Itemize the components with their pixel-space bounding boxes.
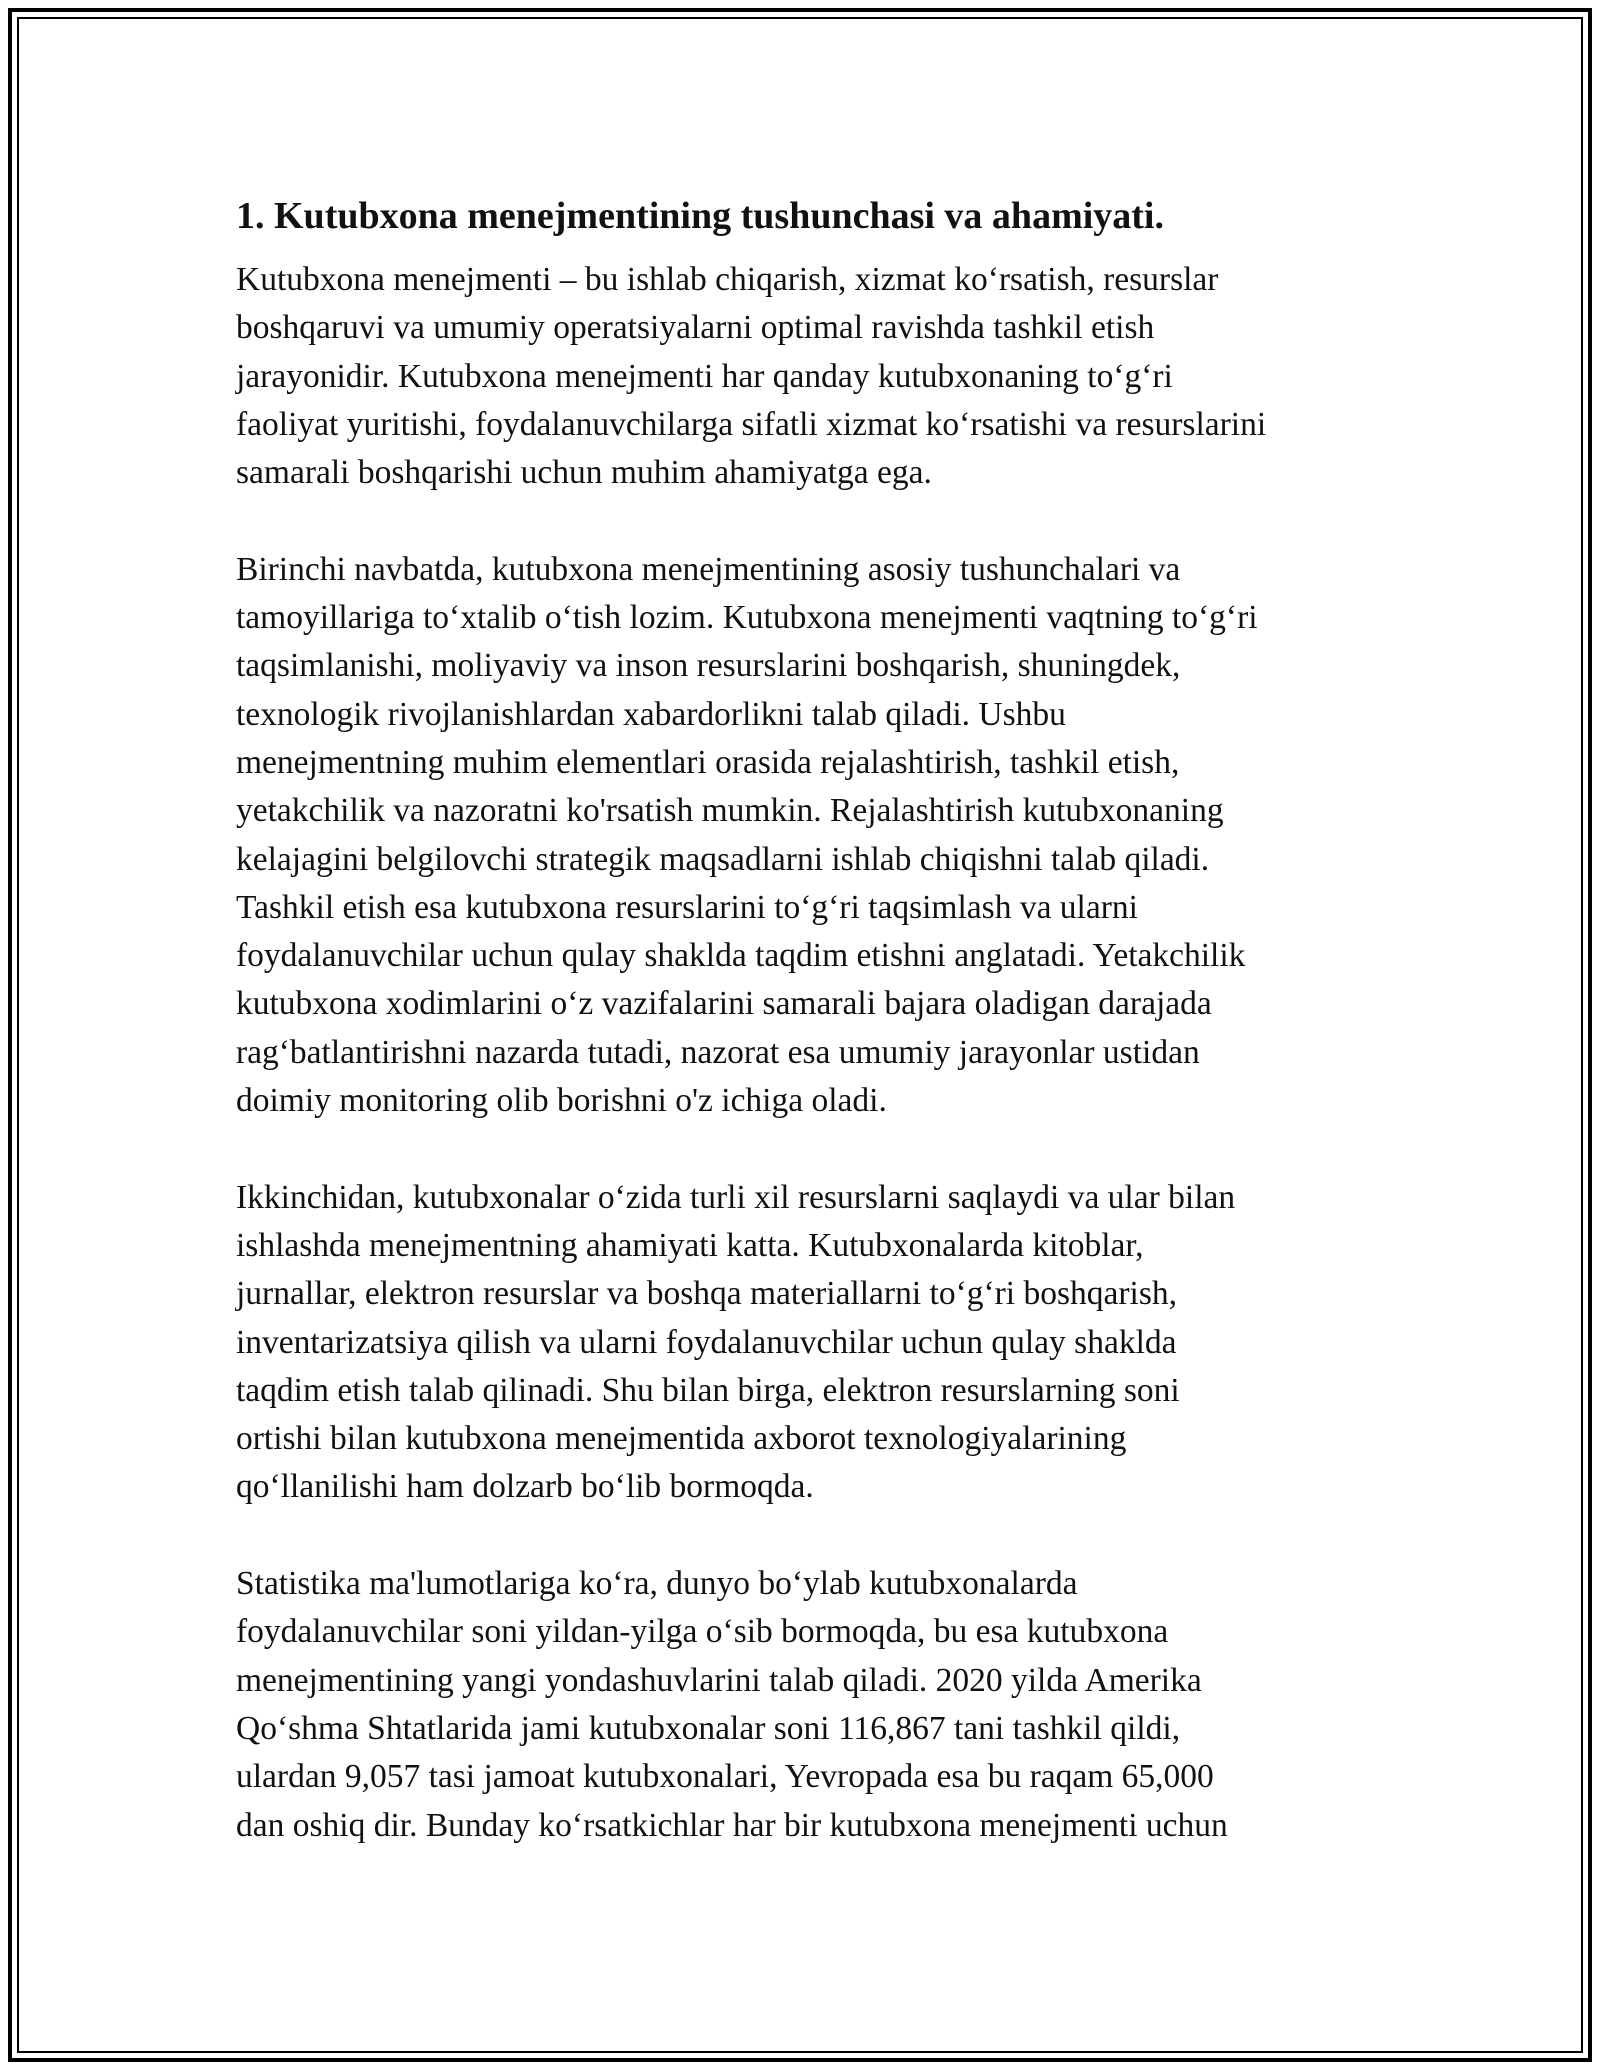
text-line: samarali boshqarishi uchun muhim ahamiyatga ega. [236, 454, 932, 492]
text-line: faoliyat yuritishi, foydalanuvchilarga sifatli xizmat koʻrsatishi va resurslarini [236, 405, 1267, 443]
text-line: boshqaruvi va umumiy operatsiyalarni optimal ravishda tashkil etish [236, 309, 1155, 347]
paragraph-3 [236, 1174, 1376, 1512]
section-heading: 1. Kutubxona menejmentining tushunchasi va ahamiyati. [236, 195, 1164, 237]
text-line: menejmentning muhim elementlari orasida rejalashtirish, tashkil etish, [236, 743, 1180, 781]
text-line: texnologik rivojlanishlardan xabardorlikni talab qiladi. Ushbu [236, 695, 1066, 733]
text-line: ishlashda menejmentning ahamiyati katta. Kutubxonalarda kitoblar, [236, 1226, 1144, 1264]
paragraph-4 [236, 1560, 1376, 1850]
text-line: Statistika ma'lumotlariga koʻra, dunyo boʻylab kutubxonalarda [236, 1565, 1078, 1603]
text-line: Kutubxona menejmenti – bu ishlab chiqarish, xizmat koʻrsatish, resurslar [236, 261, 1219, 298]
text-line: qoʻllanilishi ham dolzarb boʻlib bormoqda. [236, 1468, 814, 1506]
text-line: ulardan 9,057 tasi jamoat kutubxonalari, Yevropada esa bu raqam 65,000 [236, 1758, 1214, 1796]
text-line: Ikkinchidan, kutubxonalar oʻzida turli xil resurslarni saqlaydi va ular bilan [236, 1178, 1236, 1216]
paragraph-2 [236, 546, 1376, 1126]
paragraph-1 [236, 256, 1376, 497]
text-line: taqsimlanishi, moliyaviy va inson resurslarini boshqarish, shuningdek, [236, 647, 1181, 685]
text-line: Qoʻshma Shtatlarida jami kutubxonalar soni 116,867 tani tashkil qildi, [236, 1709, 1181, 1747]
text-line: jurnallar, elektron resurslar va boshqa materiallarni toʻgʻri boshqarish, [236, 1275, 1177, 1313]
text-line: foydalanuvchilar soni yildan-yilga oʻsib bormoqda, bu esa kutubxona [236, 1613, 1169, 1651]
text-line: kelajagini belgilovchi strategik maqsadlarni ishlab chiqishni talab qiladi. [236, 840, 1210, 878]
text-line: doimiy monitoring olib borishni o'z ichiga oladi. [236, 1082, 887, 1120]
text-line: menejmentining yangi yondashuvlarini talab qiladi. 2020 yilda Amerika [236, 1661, 1202, 1699]
text-line: dan oshiq dir. Bunday koʻrsatkichlar har bir kutubxona menejmenti uchun [236, 1806, 1228, 1844]
text-line: ragʻbatlantirishni nazarda tutadi, nazorat esa umumiy jarayonlar ustidan [236, 1033, 1200, 1071]
text-line: inventarizatsiya qilish va ularni foydalanuvchilar uchun qulay shaklda [236, 1323, 1177, 1361]
text-line: Birinchi navbatda, kutubxona menejmentining asosiy tushunchalari va [236, 550, 1181, 588]
text-line: foydalanuvchilar uchun qulay shaklda taqdim etishni anglatadi. Yetakchilik [236, 937, 1246, 975]
text-line: Tashkil etish esa kutubxona resurslarini toʻgʻri taqsimlash va ularni [236, 888, 1138, 926]
document-body [236, 190, 1376, 1898]
text-line: tamoyillariga toʻxtalib oʻtish lozim. Kutubxona menejmenti vaqtning toʻgʻri [236, 599, 1258, 637]
text-line: yetakchilik va nazoratni ko'rsatish mumkin. Rejalashtirish kutubxonaning [236, 792, 1224, 830]
text-line: jarayonidir. Kutubxona menejmenti har qanday kutubxonaning toʻgʻri [236, 357, 1173, 395]
text-line: kutubxona xodimlarini oʻz vazifalarini samarali bajara oladigan darajada [236, 985, 1212, 1023]
text-line: taqdim etish talab qilinadi. Shu bilan birga, elektron resurslarning soni [236, 1371, 1180, 1409]
text-line: ortishi bilan kutubxona menejmentida axborot texnologiyalarining [236, 1420, 1127, 1458]
